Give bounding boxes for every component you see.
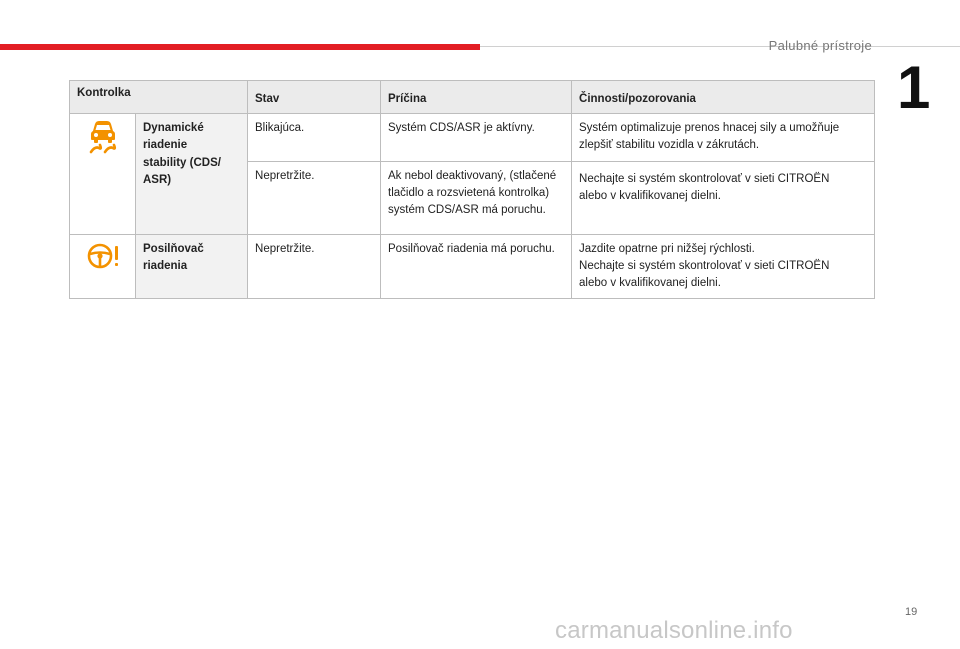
action-line: zlepšiť stabilitu vozidla v zákrutách.	[579, 139, 760, 152]
cause-cell: Systém CDS/ASR je aktívny.	[381, 114, 572, 162]
name-line: riadenie	[143, 139, 188, 152]
state-cell: Blikajúca.	[248, 114, 381, 162]
action-line: Systém optimalizuje prenos hnacej sily a umožňuje	[579, 122, 840, 134]
action-line: alebo v kvalifikovanej dielni.	[579, 189, 721, 202]
watermark: carmanualsonline.info	[555, 617, 793, 644]
cause-line: systém CDS/ASR má poruchu.	[388, 204, 546, 216]
section-title: Palubné prístroje	[768, 38, 872, 53]
table-row	[70, 114, 875, 162]
cause-line: tlačidlo a rozsvietená kontrolka)	[388, 186, 550, 199]
header-kontrolka: Kontrolka	[70, 81, 248, 114]
cause-cell	[381, 161, 572, 234]
name-line: stability (CDS/	[143, 156, 221, 169]
cause-line: Ak nebol deaktivovaný, (stlačené	[388, 169, 557, 182]
name-line: Dynamické	[143, 122, 204, 134]
action-line: alebo v kvalifikovanej dielni.	[579, 277, 721, 289]
esp-skid-warning-icon	[89, 145, 117, 157]
header-pricina: Príčina	[381, 81, 572, 114]
icon-cell	[70, 114, 136, 235]
action-line: Nechajte si systém skontrolovať v sieti CITROËN	[579, 172, 830, 185]
action-cell	[572, 114, 875, 162]
warning-name-power-steering	[136, 234, 248, 299]
table-header-row	[70, 81, 875, 114]
cause-cell: Posilňovač riadenia má poruchu.	[381, 234, 572, 299]
header-stav: Stav	[248, 81, 381, 114]
header-accent-bar	[0, 44, 480, 50]
state-cell: Nepretržite.	[248, 161, 381, 234]
warning-lights-table	[69, 80, 875, 299]
icon-cell	[70, 234, 136, 299]
name-line: Posilňovač	[143, 242, 204, 255]
chapter-number: 1	[897, 54, 931, 121]
action-line: Jazdite opatrne pri nižšej rýchlosti.	[579, 242, 755, 255]
state-cell: Nepretržite.	[248, 234, 381, 299]
power-steering-warning-icon	[86, 262, 120, 274]
name-line: riadenia	[143, 259, 188, 272]
action-cell	[572, 161, 875, 234]
name-line: ASR)	[143, 173, 172, 186]
table-row	[70, 234, 875, 299]
action-line: Nechajte si systém skontrolovať v sieti CITROËN	[579, 259, 830, 272]
header-cinnosti: Činnosti/pozorovania	[572, 81, 875, 114]
header-divider	[480, 46, 960, 47]
action-cell	[572, 234, 875, 299]
warning-name-cds	[136, 114, 248, 235]
page-number: 19	[905, 606, 918, 618]
